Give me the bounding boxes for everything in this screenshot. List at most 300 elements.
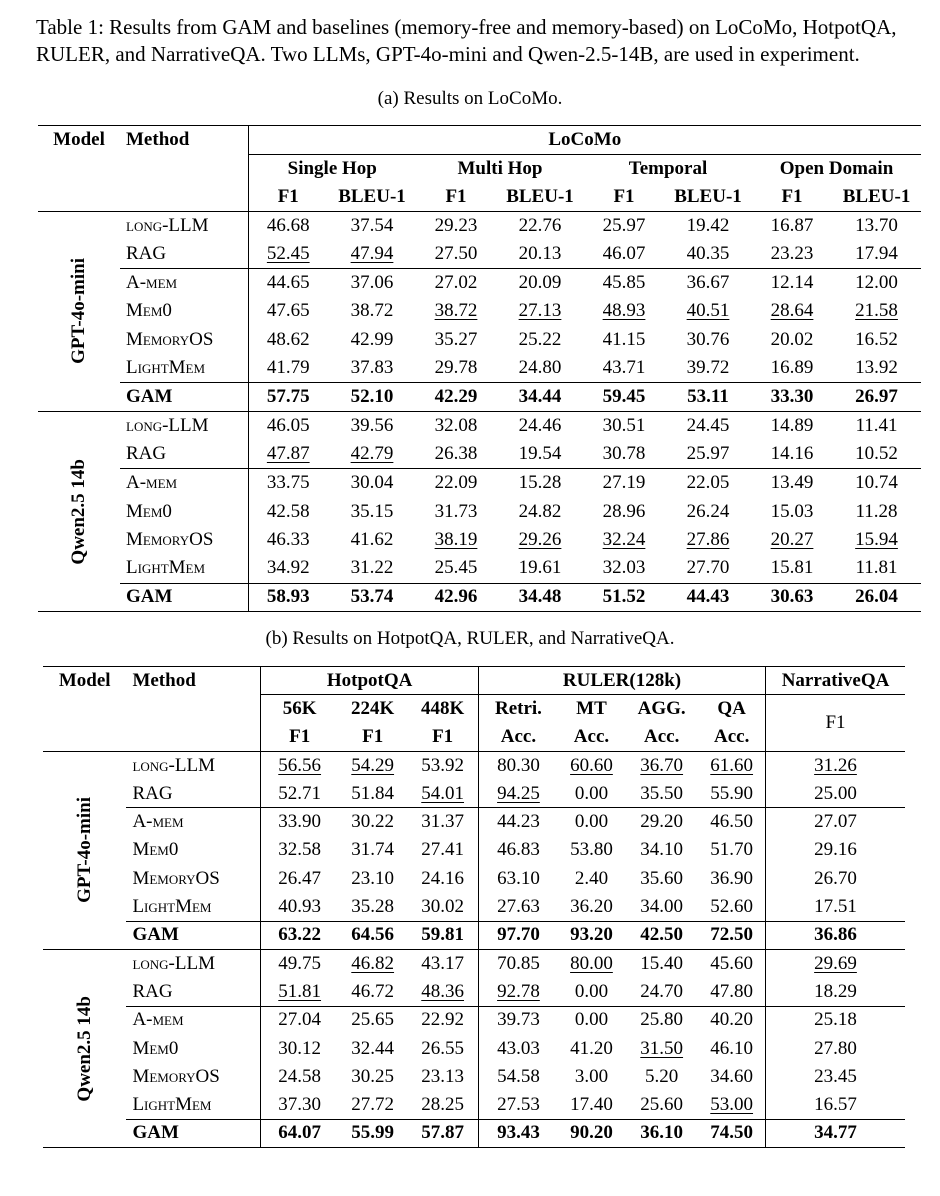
value-cell: 25.00	[766, 780, 905, 808]
value-cell: 53.74	[350, 586, 394, 608]
model-label	[38, 411, 120, 611]
value-cell: 53.92	[421, 754, 465, 776]
value-cell: 61.60	[710, 754, 754, 776]
value-cell: 27.72	[351, 1093, 395, 1115]
value-cell: 92.78	[479, 978, 558, 1006]
value-cell: 35.50	[640, 782, 684, 804]
value-cell: 72.50	[710, 924, 754, 946]
value-cell: 26.70	[766, 865, 905, 893]
table-row	[43, 780, 905, 808]
table-row	[43, 836, 905, 864]
metric-header: BLEU-1	[842, 185, 911, 207]
value-cell: 55.99	[351, 1122, 395, 1144]
value-cell: 38.72	[350, 300, 394, 322]
header-locomo: LoCoMo	[248, 126, 921, 155]
value-cell: 24.70	[640, 980, 684, 1002]
value-cell: 31.22	[350, 557, 394, 579]
value-cell: 33.90	[261, 808, 338, 836]
value-cell: 29.69	[766, 949, 905, 977]
method-name: A-mem	[132, 1009, 184, 1031]
value-cell: 21.58	[855, 300, 898, 322]
metric-header: Acc.	[713, 725, 750, 747]
value-cell: 27.53	[479, 1091, 558, 1119]
table-row	[38, 526, 921, 555]
metric-header: BLEU-1	[674, 185, 742, 207]
value-cell: 27.04	[261, 1006, 338, 1034]
value-cell: 94.25	[479, 780, 558, 808]
value-cell: 24.45	[686, 414, 730, 436]
value-cell: 31.37	[421, 811, 465, 833]
table-row	[43, 1006, 905, 1034]
value-cell: 93.43	[479, 1119, 558, 1147]
value-cell: 74.50	[710, 1122, 754, 1144]
value-cell: 22.92	[421, 1009, 465, 1031]
value-cell: 52.71	[261, 780, 338, 808]
value-cell: 60.60	[570, 754, 613, 776]
value-cell: 0.00	[574, 811, 609, 833]
table-caption: Table 1: Results from GAM and baselines (memory-free and memory-based) on LoCoMo, HotpotQA, RULER, and NarrativeQA. Two LLMs, GPT-4o-mini and Qwen-2.5-14B, are used in experiment.	[36, 15, 897, 66]
table-row	[43, 1119, 905, 1147]
method-name: Mem0	[132, 1037, 179, 1059]
method-name: Mem0	[132, 839, 179, 861]
method-name: GAM	[126, 386, 173, 408]
value-cell: 34.44	[518, 386, 562, 408]
value-cell: 30.76	[686, 328, 730, 350]
value-cell: 17.51	[766, 893, 905, 921]
value-cell: 34.00	[640, 895, 684, 917]
table-row	[38, 469, 921, 498]
value-cell: 34.48	[518, 586, 562, 608]
value-cell: 37.54	[350, 214, 394, 236]
table-row	[43, 949, 905, 977]
table-row	[38, 383, 921, 412]
value-cell: 24.16	[421, 867, 465, 889]
value-cell: 59.45	[602, 386, 646, 408]
value-cell: 16.52	[855, 328, 898, 350]
method-name: LightMem	[132, 895, 212, 917]
value-cell: 15.40	[640, 952, 684, 974]
header-method: Method	[132, 669, 196, 691]
method-name: RAG	[132, 980, 173, 1002]
metric-header: F1	[781, 185, 803, 207]
value-cell: 46.50	[710, 811, 754, 833]
value-cell: 17.40	[570, 1093, 613, 1115]
value-cell: 16.57	[766, 1091, 905, 1119]
method-name: GAM	[132, 924, 179, 946]
metric-header: Acc.	[644, 725, 680, 747]
method-name: A-mem	[126, 472, 178, 494]
value-cell: 32.08	[434, 414, 478, 436]
value-cell: 20.13	[518, 242, 562, 264]
value-cell: 93.20	[570, 924, 613, 946]
value-cell: 38.72	[434, 300, 478, 322]
value-cell: 28.64	[770, 300, 814, 322]
method-name: MemoryOS	[132, 867, 220, 889]
value-cell: 28.96	[602, 500, 646, 522]
metric-header: F1	[261, 723, 338, 751]
table-row	[38, 268, 921, 297]
value-cell: 34.77	[766, 1119, 905, 1147]
value-cell: 36.86	[766, 921, 905, 949]
value-cell: 70.85	[479, 949, 558, 977]
value-cell: 42.79	[350, 443, 394, 465]
header-hotpotqa: HotpotQA	[261, 667, 479, 695]
subcaption-b: (b) Results on HotpotQA, RULER, and NarrativeQA.	[265, 628, 675, 649]
value-cell: 41.79	[248, 354, 328, 383]
value-cell: 46.83	[479, 836, 558, 864]
value-cell: 48.62	[248, 326, 328, 355]
value-cell: 52.60	[710, 895, 754, 917]
value-cell: 40.20	[710, 1009, 754, 1031]
value-cell: 37.30	[261, 1091, 338, 1119]
value-cell: 54.29	[351, 754, 395, 776]
value-cell: 25.97	[602, 214, 646, 236]
value-cell: 20.09	[518, 272, 562, 294]
hotpot-ruler-narrative-table	[43, 666, 905, 1148]
value-cell: 25.18	[766, 1006, 905, 1034]
value-cell: 16.87	[770, 214, 814, 236]
metric-header: BLEU-1	[506, 185, 574, 207]
value-cell: 36.67	[686, 272, 730, 294]
value-cell: 32.03	[602, 557, 646, 579]
value-cell: 29.78	[434, 357, 478, 379]
value-cell: 47.87	[248, 440, 328, 469]
value-cell: 27.13	[518, 300, 562, 322]
value-cell: 3.00	[574, 1065, 609, 1087]
value-cell: 23.13	[421, 1065, 465, 1087]
value-cell: 31.73	[434, 500, 478, 522]
value-cell: 42.58	[248, 497, 328, 526]
header-narrativeqa: NarrativeQA	[766, 667, 905, 695]
value-cell: 80.30	[479, 751, 558, 779]
value-cell: 5.20	[645, 1065, 679, 1087]
value-cell: 19.54	[518, 443, 562, 465]
value-cell: 48.93	[602, 300, 646, 322]
value-cell: 23.45	[766, 1063, 905, 1091]
value-cell: 42.50	[640, 924, 684, 946]
value-cell: 45.60	[710, 952, 754, 974]
value-cell: 40.35	[686, 242, 730, 264]
value-cell: 46.10	[710, 1037, 754, 1059]
value-cell: 22.05	[686, 472, 730, 494]
table-row	[38, 297, 921, 326]
value-cell: 51.84	[351, 782, 395, 804]
value-cell: 27.07	[766, 808, 905, 836]
value-cell: 54.01	[421, 782, 465, 804]
table-row	[38, 411, 921, 440]
value-cell: 26.97	[855, 386, 898, 408]
method-name: MemoryOS	[126, 529, 214, 551]
value-cell: 24.46	[518, 414, 562, 436]
value-cell: 31.26	[766, 751, 905, 779]
value-cell: 57.87	[421, 1122, 465, 1144]
table-row	[43, 1034, 905, 1062]
value-cell: 12.00	[855, 272, 898, 294]
value-cell: 41.62	[350, 529, 394, 551]
method-name: LightMem	[132, 1093, 212, 1115]
value-cell: 10.52	[855, 443, 898, 465]
value-cell: 0.00	[574, 980, 609, 1002]
value-cell: 36.20	[570, 895, 613, 917]
value-cell: 30.02	[421, 895, 465, 917]
value-cell: 10.74	[855, 472, 898, 494]
value-cell: 30.51	[602, 414, 646, 436]
table-row	[38, 440, 921, 469]
value-cell: 32.24	[602, 529, 646, 551]
subheader: 56K	[261, 695, 338, 723]
value-cell: 27.86	[686, 529, 730, 551]
value-cell: 11.81	[855, 557, 898, 579]
value-cell: 47.94	[350, 242, 394, 264]
value-cell: 46.68	[248, 211, 328, 240]
value-cell: 39.73	[479, 1006, 558, 1034]
value-cell: 46.07	[602, 242, 646, 264]
value-cell: 12.14	[770, 272, 814, 294]
value-cell: 27.19	[602, 472, 646, 494]
value-cell: 35.15	[350, 500, 394, 522]
value-cell: 22.76	[518, 214, 562, 236]
table-row	[43, 978, 905, 1006]
value-cell: 36.70	[640, 754, 684, 776]
table-row	[38, 554, 921, 583]
value-cell: 14.16	[770, 443, 814, 465]
subheader: 224K	[338, 695, 407, 723]
value-cell: 52.45	[248, 240, 328, 269]
value-cell: 51.52	[602, 586, 646, 608]
method-name: RAG	[126, 242, 167, 264]
table-row	[43, 921, 905, 949]
method-name: Mem0	[126, 300, 172, 322]
value-cell: 58.93	[248, 583, 328, 612]
value-cell: 26.38	[434, 443, 478, 465]
value-cell: 15.94	[855, 529, 898, 551]
header-method: Method	[126, 129, 190, 151]
value-cell: 30.04	[350, 472, 394, 494]
value-cell: 30.25	[351, 1065, 395, 1087]
table-row	[38, 326, 921, 355]
value-cell: 11.41	[855, 414, 898, 436]
value-cell: 25.45	[434, 557, 478, 579]
table-row	[43, 808, 905, 836]
value-cell: 25.80	[640, 1009, 684, 1031]
value-cell: 44.65	[248, 268, 328, 297]
value-cell: 13.70	[855, 214, 898, 236]
value-cell: 40.51	[686, 300, 730, 322]
method-name: A-mem	[126, 272, 178, 294]
method-name: GAM	[126, 586, 173, 608]
value-cell: 41.20	[570, 1037, 613, 1059]
value-cell: 26.24	[686, 500, 730, 522]
value-cell: 39.72	[686, 357, 730, 379]
value-cell: 19.42	[686, 214, 730, 236]
table-row	[38, 211, 921, 240]
method-name: long-LLM	[132, 952, 215, 974]
value-cell: 52.10	[350, 386, 394, 408]
value-cell: 45.85	[602, 272, 646, 294]
model-name: GPT-4o-mini	[73, 797, 95, 904]
value-cell: 19.61	[518, 557, 562, 579]
value-cell: 27.70	[686, 557, 730, 579]
value-cell: 24.82	[518, 500, 562, 522]
value-cell: 40.93	[261, 893, 338, 921]
value-cell: 51.70	[710, 839, 754, 861]
narrativeqa-metric: F1	[766, 695, 905, 752]
value-cell: 37.06	[350, 272, 394, 294]
value-cell: 30.22	[351, 811, 395, 833]
value-cell: 30.12	[261, 1034, 338, 1062]
value-cell: 35.27	[434, 328, 478, 350]
value-cell: 49.75	[261, 949, 338, 977]
group-open-domain: Open Domain	[752, 154, 921, 183]
value-cell: 53.11	[687, 386, 729, 408]
group-temporal: Temporal	[584, 154, 752, 183]
value-cell: 33.75	[248, 469, 328, 498]
value-cell: 54.58	[479, 1063, 558, 1091]
subheader: 448K	[407, 695, 478, 723]
value-cell: 56.56	[261, 751, 338, 779]
value-cell: 90.20	[570, 1122, 613, 1144]
method-name: LightMem	[126, 557, 206, 579]
value-cell: 35.28	[351, 895, 395, 917]
model-name: Qwen2.5 14b	[68, 458, 89, 565]
value-cell: 43.17	[421, 952, 465, 974]
value-cell: 16.89	[770, 357, 814, 379]
table-row	[38, 240, 921, 269]
value-cell: 55.90	[710, 782, 754, 804]
value-cell: 11.28	[855, 500, 898, 522]
subheader: AGG.	[625, 695, 698, 723]
value-cell: 20.27	[770, 529, 814, 551]
value-cell: 25.97	[686, 443, 730, 465]
value-cell: 20.02	[770, 328, 814, 350]
value-cell: 26.04	[855, 586, 898, 608]
method-name: long-LLM	[126, 414, 209, 436]
value-cell: 36.10	[640, 1122, 684, 1144]
subheader: Retri.	[479, 695, 558, 723]
value-cell: 27.63	[479, 893, 558, 921]
value-cell: 27.50	[434, 242, 478, 264]
method-name: RAG	[126, 443, 167, 465]
table-row	[43, 751, 905, 779]
locomo-table	[38, 125, 921, 612]
value-cell: 13.49	[770, 472, 814, 494]
value-cell: 25.22	[518, 328, 562, 350]
value-cell: 53.80	[570, 839, 613, 861]
method-name: MemoryOS	[132, 1065, 220, 1087]
value-cell: 38.19	[434, 529, 478, 551]
value-cell: 39.56	[350, 414, 394, 436]
value-cell: 51.81	[261, 978, 338, 1006]
method-name: MemoryOS	[126, 328, 214, 350]
table-row	[43, 1091, 905, 1119]
value-cell: 64.07	[261, 1119, 338, 1147]
value-cell: 35.60	[640, 867, 684, 889]
table-row	[38, 497, 921, 526]
value-cell: 29.26	[518, 529, 562, 551]
method-name: Mem0	[126, 500, 172, 522]
method-name: LightMem	[126, 357, 206, 379]
value-cell: 24.58	[261, 1063, 338, 1091]
value-cell: 43.71	[602, 357, 646, 379]
value-cell: 25.60	[640, 1093, 684, 1115]
value-cell: 30.78	[602, 443, 646, 465]
value-cell: 63.10	[479, 865, 558, 893]
value-cell: 46.33	[248, 526, 328, 555]
value-cell: 97.70	[479, 921, 558, 949]
method-name: long-LLM	[132, 754, 215, 776]
value-cell: 27.02	[434, 272, 478, 294]
model-name: GPT-4o-mini	[68, 258, 89, 365]
value-cell: 27.80	[766, 1034, 905, 1062]
value-cell: 26.55	[421, 1037, 465, 1059]
value-cell: 42.96	[434, 586, 478, 608]
metric-header: F1	[362, 725, 384, 747]
table-row	[43, 865, 905, 893]
header-model: Model	[53, 129, 105, 151]
value-cell: 24.80	[518, 357, 562, 379]
value-cell: 64.56	[351, 924, 395, 946]
value-cell: 42.99	[350, 328, 394, 350]
value-cell: 27.41	[421, 839, 465, 861]
group-single-hop: Single Hop	[248, 154, 416, 183]
value-cell: 31.74	[351, 839, 395, 861]
metric-header: F1	[432, 725, 454, 747]
table-row	[43, 893, 905, 921]
value-cell: 36.90	[710, 867, 754, 889]
value-cell: 15.81	[770, 557, 814, 579]
value-cell: 37.83	[350, 357, 394, 379]
value-cell: 47.65	[248, 297, 328, 326]
value-cell: 44.43	[686, 586, 730, 608]
method-name: RAG	[132, 782, 173, 804]
value-cell: 14.89	[770, 414, 814, 436]
value-cell: 46.05	[248, 411, 328, 440]
model-name: Qwen2.5 14b	[73, 995, 95, 1102]
group-multi-hop: Multi Hop	[416, 154, 584, 183]
method-name: A-mem	[132, 811, 184, 833]
value-cell: 29.23	[434, 214, 478, 236]
value-cell: 18.29	[766, 978, 905, 1006]
value-cell: 26.47	[261, 865, 338, 893]
metric-header: BLEU-1	[338, 185, 406, 207]
value-cell: 44.23	[479, 808, 558, 836]
value-cell: 41.15	[602, 328, 646, 350]
value-cell: 15.03	[770, 500, 814, 522]
metric-header: Acc.	[479, 723, 558, 751]
value-cell: 34.10	[640, 839, 684, 861]
model-label	[38, 211, 120, 411]
value-cell: 28.25	[421, 1093, 465, 1115]
value-cell: 59.81	[421, 924, 465, 946]
table-row	[38, 354, 921, 383]
value-cell: 80.00	[570, 952, 613, 974]
subheader: MT	[558, 695, 625, 723]
value-cell: 42.29	[434, 386, 478, 408]
value-cell: 0.00	[574, 782, 609, 804]
value-cell: 48.36	[421, 980, 465, 1002]
value-cell: 22.09	[434, 472, 478, 494]
method-name: GAM	[132, 1122, 179, 1144]
value-cell: 15.28	[518, 472, 562, 494]
method-name: long-LLM	[126, 214, 209, 236]
value-cell: 29.16	[766, 836, 905, 864]
value-cell: 33.30	[770, 386, 814, 408]
model-label	[43, 751, 126, 949]
value-cell: 57.75	[248, 383, 328, 412]
value-cell: 2.40	[574, 867, 609, 889]
value-cell: 34.92	[248, 554, 328, 583]
value-cell: 23.10	[351, 867, 395, 889]
